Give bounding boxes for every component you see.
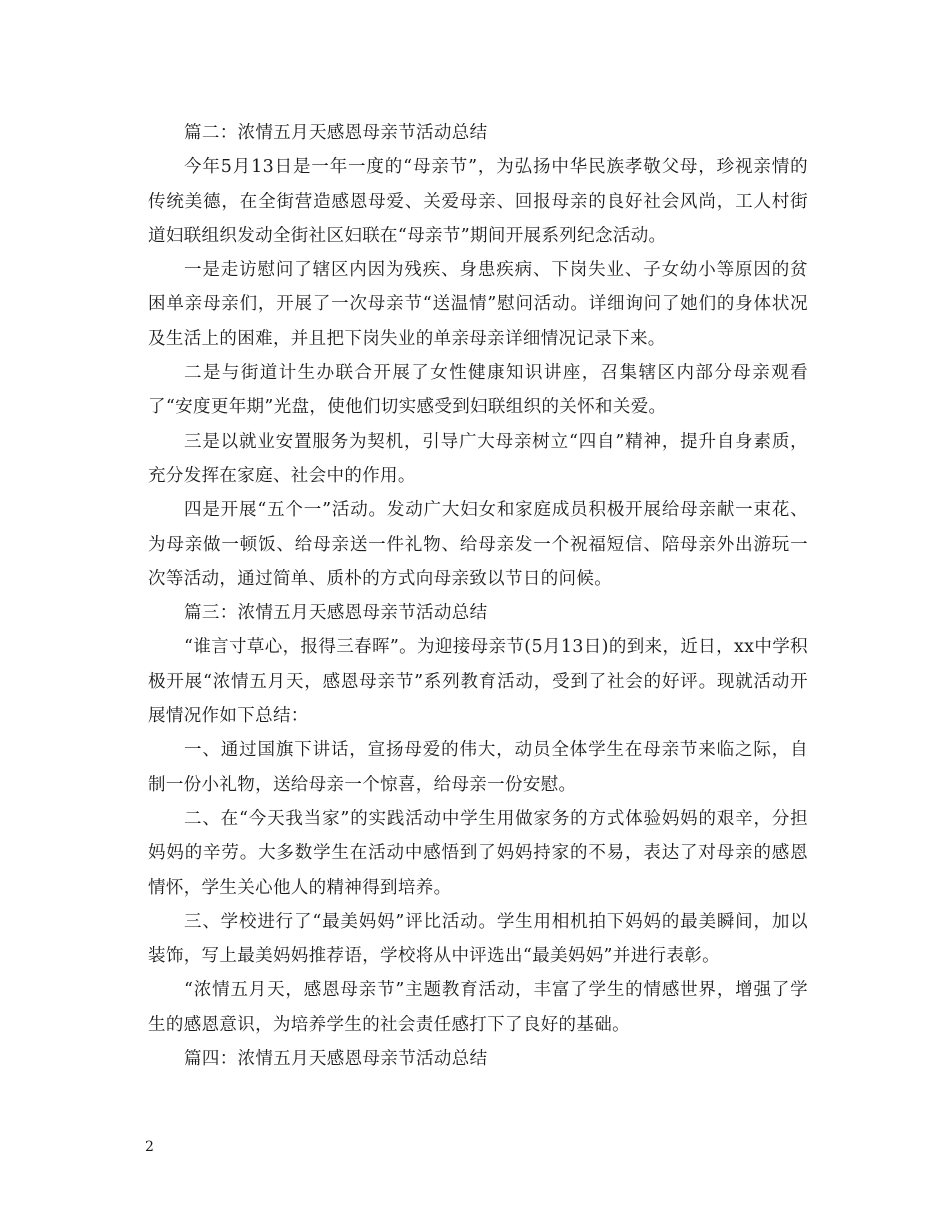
paragraph: 二是与街道计生办联合开展了女性健康知识讲座，召集辖区内部分母亲观看了“安度更年期”光盘，使他们切实感受到妇联组织的关怀和关爱。 <box>148 363 808 418</box>
paragraph: “浓情五月天，感恩母亲节”主题教育活动，丰富了学生的情感世界，增强了学生的感恩意识，为培养学生的社会责任感打下了良好的基础。 <box>148 980 808 1035</box>
paragraph: 三、学校进行了“最美妈妈”评比活动。学生用相机拍下妈妈的最美瞬间，加以装饰，写上最美妈妈推荐语，学校将从中评选出“最美妈妈”并进行表彰。 <box>148 911 808 967</box>
paragraph: 今年5月13日是一年一度的“母亲节”，为弘扬中华民族孝敬父母，珍视亲情的传统美德，在全街营造感恩母爱、关爱母亲、回报母亲的良好社会风尚，工人村街道妇联组织发动全街社区妇联在“母亲节”期间开展系列纪念活动。 <box>148 157 808 246</box>
document-body <box>148 116 808 1076</box>
paragraph: “谁言寸草心，报得三春晖”。为迎接母亲节(5月13日)的到来，近日，xx中学积极开展“浓情五月天，感恩母亲节”系列教育活动，受到了社会的好评。现就活动开展情况作如下总结： <box>148 637 808 727</box>
section-heading-2: 篇二：浓情五月天感恩母亲节活动总结 <box>184 123 488 143</box>
paragraph: 一、通过国旗下讲话，宣扬母爱的伟大，动员全体学生在母亲节来临之际，自制一份小礼物，送给母亲一个惊喜，给母亲一份安慰。 <box>148 740 808 795</box>
paragraph: 四是开展“五个一”活动。发动广大妇女和家庭成员积极开展给母亲献一束花、为母亲做一顿饭、给母亲送一件礼物、给母亲发一个祝福短信、陪母亲外出游玩一次等活动，通过简单、质朴的方式向母亲致以节日的问候。 <box>148 500 808 589</box>
paragraph: 二、在“今天我当家”的实践活动中学生用做家务的方式体验妈妈的艰辛，分担妈妈的辛劳。大多数学生在活动中感悟到了妈妈持家的不易，表达了对母亲的感恩情怀，学生关心他人的精神得到培养。 <box>148 808 808 898</box>
page-number: 2 <box>145 1139 154 1155</box>
paragraph: 三是以就业安置服务为契机，引导广大母亲树立“四自”精神，提升自身素质，充分发挥在家庭、社会中的作用。 <box>148 431 808 486</box>
section-heading-4: 篇四：浓情五月天感恩母亲节活动总结 <box>184 1049 488 1070</box>
section-heading-3: 篇三：浓情五月天感恩母亲节活动总结 <box>184 603 488 624</box>
paragraph: 一是走访慰问了辖区内因为残疾、身患疾病、下岗失业、子女幼小等原因的贫困单亲母亲们，开展了一次母亲节“送温情”慰问活动。详细询问了她们的身体状况及生活上的困难，并且把下岗失业的单亲母亲详细情况记录下来。 <box>148 260 808 349</box>
